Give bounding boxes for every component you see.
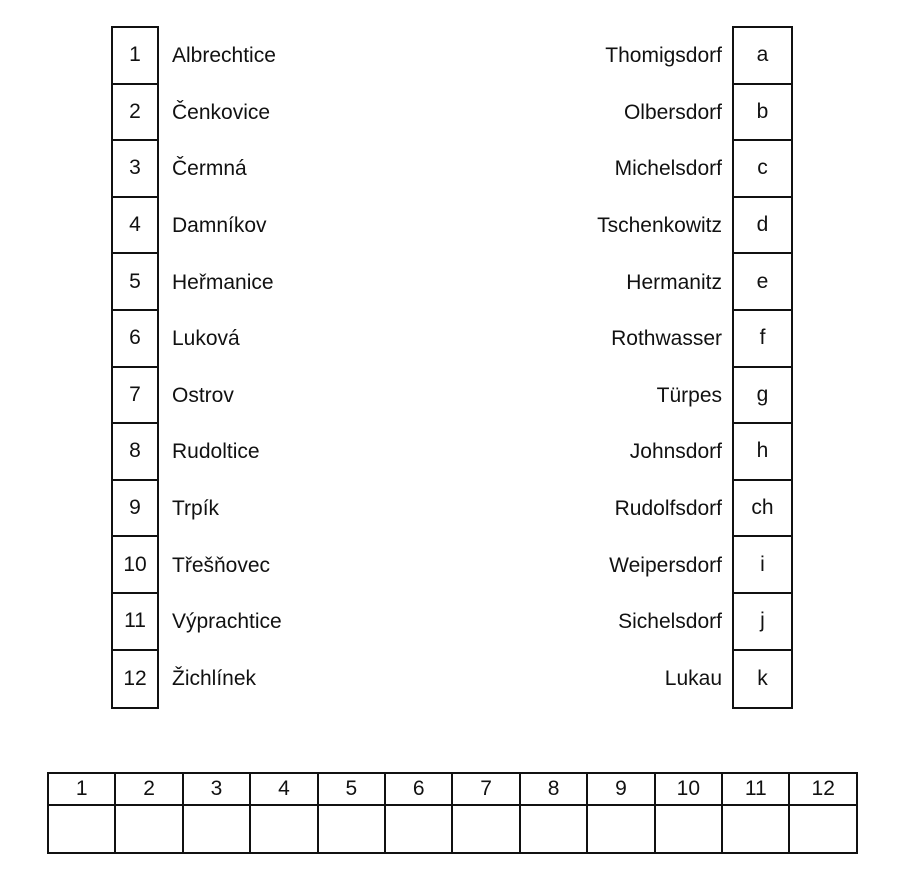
- answer-blank-cell[interactable]: [520, 805, 587, 853]
- answer-header-cell: 4: [250, 773, 317, 805]
- answer-blank-cell[interactable]: [655, 805, 722, 853]
- answer-header-cell: 10: [655, 773, 722, 805]
- letter-cell: b: [734, 85, 791, 142]
- answer-header-cell: 3: [183, 773, 250, 805]
- answer-blank-cell[interactable]: [452, 805, 519, 853]
- answer-blank-cell[interactable]: [183, 805, 250, 853]
- answer-header-cell: 12: [789, 773, 857, 805]
- letter-cell: k: [757, 666, 768, 690]
- answer-header-cell: 7: [452, 773, 519, 805]
- answer-blank-cell[interactable]: [48, 805, 115, 853]
- number-cell: 11: [113, 594, 157, 651]
- number-cell: 7: [113, 368, 157, 425]
- number-cell: 2: [113, 85, 157, 142]
- german-name: Türpes: [656, 383, 722, 407]
- german-name: Olbersdorf: [623, 100, 722, 124]
- german-name: Lukau: [664, 666, 722, 690]
- number-column: [111, 26, 159, 709]
- german-name: Johnsdorf: [629, 440, 722, 464]
- number-cell: 12: [123, 666, 147, 690]
- german-name: Weipersdorf: [609, 553, 722, 577]
- answer-header-cell: 5: [318, 773, 385, 805]
- answer-blank-cell[interactable]: [250, 805, 317, 853]
- german-name: Hermanitz: [626, 270, 722, 294]
- number-cell: 3: [113, 141, 157, 198]
- answer-blank-cell[interactable]: [115, 805, 182, 853]
- number-cell: 8: [113, 424, 157, 481]
- czech-name: Čenkovice: [172, 100, 271, 124]
- answer-grid-header-row: [48, 773, 857, 805]
- letter-cell: a: [734, 28, 791, 85]
- answer-header-cell: 8: [520, 773, 587, 805]
- answer-grid: [47, 772, 858, 854]
- letter-cell: h: [734, 424, 791, 481]
- german-name: Tschenkowitz: [597, 214, 722, 238]
- czech-name: Třešňovec: [172, 553, 271, 577]
- czech-name: Rudoltice: [172, 440, 260, 464]
- czech-name: Luková: [172, 327, 240, 351]
- answer-blank-cell[interactable]: [587, 805, 654, 853]
- answer-header-cell: 1: [48, 773, 115, 805]
- answer-header-cell: 11: [722, 773, 789, 805]
- number-cell: 10: [113, 537, 157, 594]
- number-cell: 5: [113, 254, 157, 311]
- number-cell: 4: [113, 198, 157, 255]
- german-name: Rudolfsdorf: [614, 497, 722, 521]
- czech-name: Damníkov: [172, 214, 267, 238]
- czech-name: Albrechtice: [172, 44, 276, 68]
- answer-grid-blank-row: [48, 805, 857, 853]
- answer-header-cell: 9: [587, 773, 654, 805]
- letter-cell: j: [734, 594, 791, 651]
- letter-cell: c: [734, 141, 791, 198]
- german-name: Rothwasser: [611, 327, 722, 351]
- czech-name: Žichlínek: [172, 666, 257, 690]
- answer-blank-cell[interactable]: [318, 805, 385, 853]
- letter-cell: g: [734, 368, 791, 425]
- czech-name: Čermná: [172, 157, 247, 181]
- answer-header-cell: 2: [115, 773, 182, 805]
- number-cell: 9: [113, 481, 157, 538]
- czech-name: Heřmanice: [172, 270, 274, 294]
- czech-name: Ostrov: [172, 383, 234, 407]
- letter-cell: ch: [734, 481, 791, 538]
- number-cell: 6: [113, 311, 157, 368]
- letter-cell: e: [734, 254, 791, 311]
- letter-column: [732, 26, 793, 709]
- german-name: Sichelsdorf: [618, 610, 722, 634]
- czech-name: Trpík: [172, 497, 220, 521]
- answer-header-cell: 6: [385, 773, 452, 805]
- german-name: Michelsdorf: [614, 157, 722, 181]
- answer-blank-cell[interactable]: [722, 805, 789, 853]
- german-name: Thomigsdorf: [605, 44, 722, 68]
- letter-cell: i: [734, 537, 791, 594]
- letter-cell: f: [734, 311, 791, 368]
- answer-blank-cell[interactable]: [385, 805, 452, 853]
- answer-blank-cell[interactable]: [789, 805, 857, 853]
- czech-name: Výprachtice: [172, 610, 282, 634]
- letter-cell: d: [734, 198, 791, 255]
- number-cell: 1: [113, 28, 157, 85]
